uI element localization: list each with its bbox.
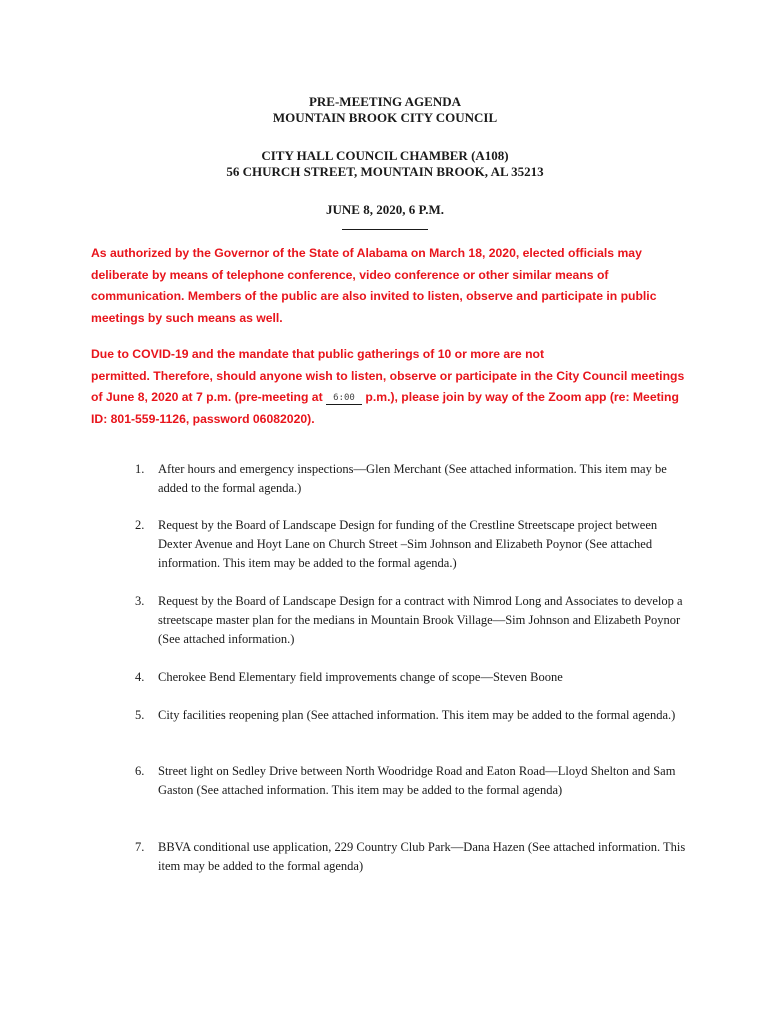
agenda-item-number: 4. xyxy=(135,670,145,684)
agenda-item-number: 5. xyxy=(135,708,145,722)
agenda-item-text: Street light on Sedley Drive between North Woodridge Road and Eaton Road—Lloyd Shelton and Sam Gaston (See attached information. This item may be added to the formal agenda) xyxy=(158,764,676,797)
agenda-item-text: After hours and emergency inspections—Glen Merchant (See attached information. This item may be added to the formal agenda.) xyxy=(158,462,667,495)
covid-notice-line1: Due to COVID-19 and the mandate that public gatherings of 10 or more are not xyxy=(91,347,545,361)
governor-notice-text: As authorized by the Governor of the State of Alabama on March 18, 2020, elected officials may deliberate by means of telephone conference, video conference or other similar means of communication. Members of the public are also invited to listen, observe and participate in public meetings by such means as well. xyxy=(91,246,657,325)
agenda-item-number: 1. xyxy=(135,462,145,476)
header-date: JUNE 8, 2020, 6 P.M. xyxy=(326,202,444,217)
agenda-item-text: BBVA conditional use application, 229 Country Club Park—Dana Hazen (See attached information. This item may be added to the formal agenda) xyxy=(158,840,686,873)
agenda-item-number: 2. xyxy=(135,518,145,532)
header-address: 56 CHURCH STREET, MOUNTAIN BROOK, AL 35213 xyxy=(226,164,544,179)
governor-notice xyxy=(91,243,691,329)
premeeting-time-field[interactable]: 6:00 xyxy=(326,392,362,405)
agenda-item-text: Request by the Board of Landscape Design for funding of the Crestline Streetscape project between Dexter Avenue and Hoyt Lane on Church Street –Sim Johnson and Elizabeth Poynor (See attached information. This item may be added to the formal agenda.) xyxy=(158,518,658,570)
covid-notice-part-b: p.m.), please join by way of the Zoom app (re: Meeting ID: 801-559-1126, password 06082020). xyxy=(91,390,679,426)
header-title: PRE-MEETING AGENDA xyxy=(308,94,462,109)
covid-notice xyxy=(91,344,691,430)
covid-notice-part-a: permitted. Therefore, should anyone wish to listen, observe or participate in the City Council meetings of June 8, 2020 at 7 p.m. (pre-meeting at xyxy=(91,368,685,404)
header-venue: CITY HALL COUNCIL CHAMBER (A108) xyxy=(261,148,509,163)
header-council: MOUNTAIN BROOK CITY COUNCIL xyxy=(272,110,498,125)
agenda-item-number: 7. xyxy=(135,840,145,854)
agenda-item-number: 6. xyxy=(135,764,145,778)
agenda-item-text: City facilities reopening plan (See attached information. This item may be added to the formal agenda.) xyxy=(158,708,676,722)
agenda-item-text: Cherokee Bend Elementary field improvements change of scope—Steven Boone xyxy=(158,670,563,684)
agenda-item-text: Request by the Board of Landscape Design for a contract with Nimrod Long and Associates to develop a streetscape master plan for the medians in Mountain Brook Village—Sim Johnson and Elizabeth Poynor (See attached information.) xyxy=(158,594,683,646)
header-divider xyxy=(342,228,428,230)
agenda-item-number: 3. xyxy=(135,594,145,608)
agenda-header xyxy=(0,94,770,234)
